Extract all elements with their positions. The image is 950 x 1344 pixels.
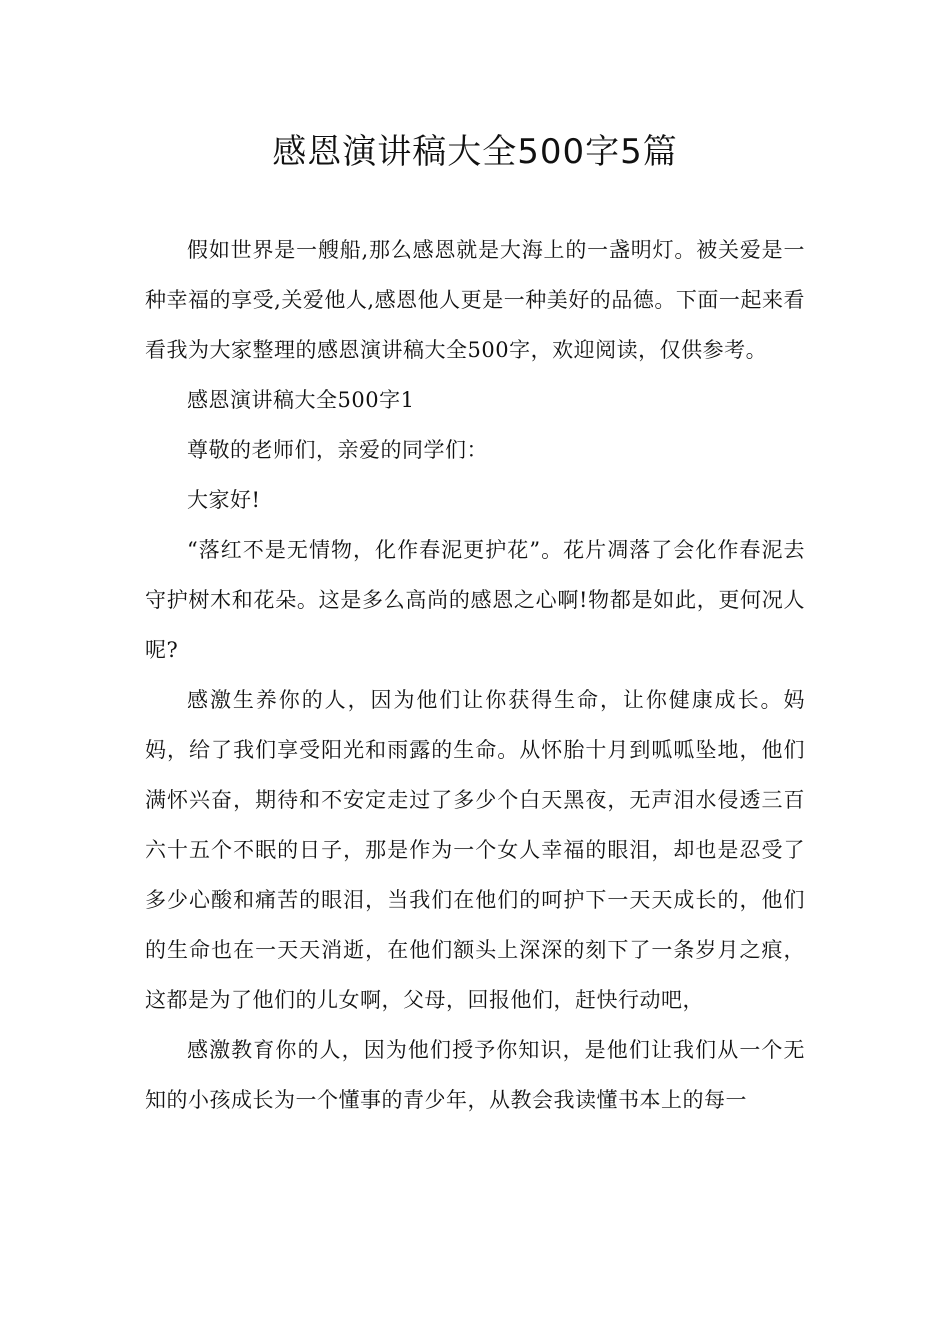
paragraph-greeting: 大家好! bbox=[187, 488, 261, 512]
paragraph-teachers: 感激教育你的人，因为他们授予你知识，是他们让我们从一个无知的小孩成长为一个懂事的青少年，从教会我读懂书本上的每一 bbox=[145, 1038, 805, 1112]
paragraph-intro: 假如世界是一艘船,那么感恩就是大海上的一盏明灯。被关爱是一种幸福的享受,关爱他人,感恩他人更是一种美好的品德。下面一起来看看我为大家整理的感恩演讲稿大全500字，欢迎阅读，仅供参考。 bbox=[145, 238, 805, 362]
paragraph-salutation: 尊敬的老师们，亲爱的同学们： bbox=[187, 438, 488, 462]
paragraph-quote: “落红不是无情物，化作春泥更护花”。花片凋落了会化作春泥去守护树木和花朵。这是多么高尚的感恩之心啊!物都是如此，更何况人呢? bbox=[145, 538, 805, 662]
document-title: 感恩演讲稿大全500字5篇 bbox=[272, 132, 678, 172]
paragraph-parents: 感激生养你的人，因为他们让你获得生命，让你健康成长。妈妈，给了我们享受阳光和雨露的生命。从怀胎十月到呱呱坠地，他们满怀兴奋，期待和不安定走过了多少个白天黑夜，无声泪水侵透三百六十五个不眠的日子，那是作为一个女人幸福的眼泪，却也是忍受了多少心酸和痛苦的眼泪，当我们在他们的呵护下一天天成长的，他们的生命也在一天天消逝，在他们额头上深深的刻下了一条岁月之痕，这都是为了他们的儿女啊，父母，回报他们，赶快行动吧， bbox=[145, 688, 805, 1012]
section-heading: 感恩演讲稿大全500字1 bbox=[187, 388, 415, 412]
document-body bbox=[145, 225, 805, 1125]
